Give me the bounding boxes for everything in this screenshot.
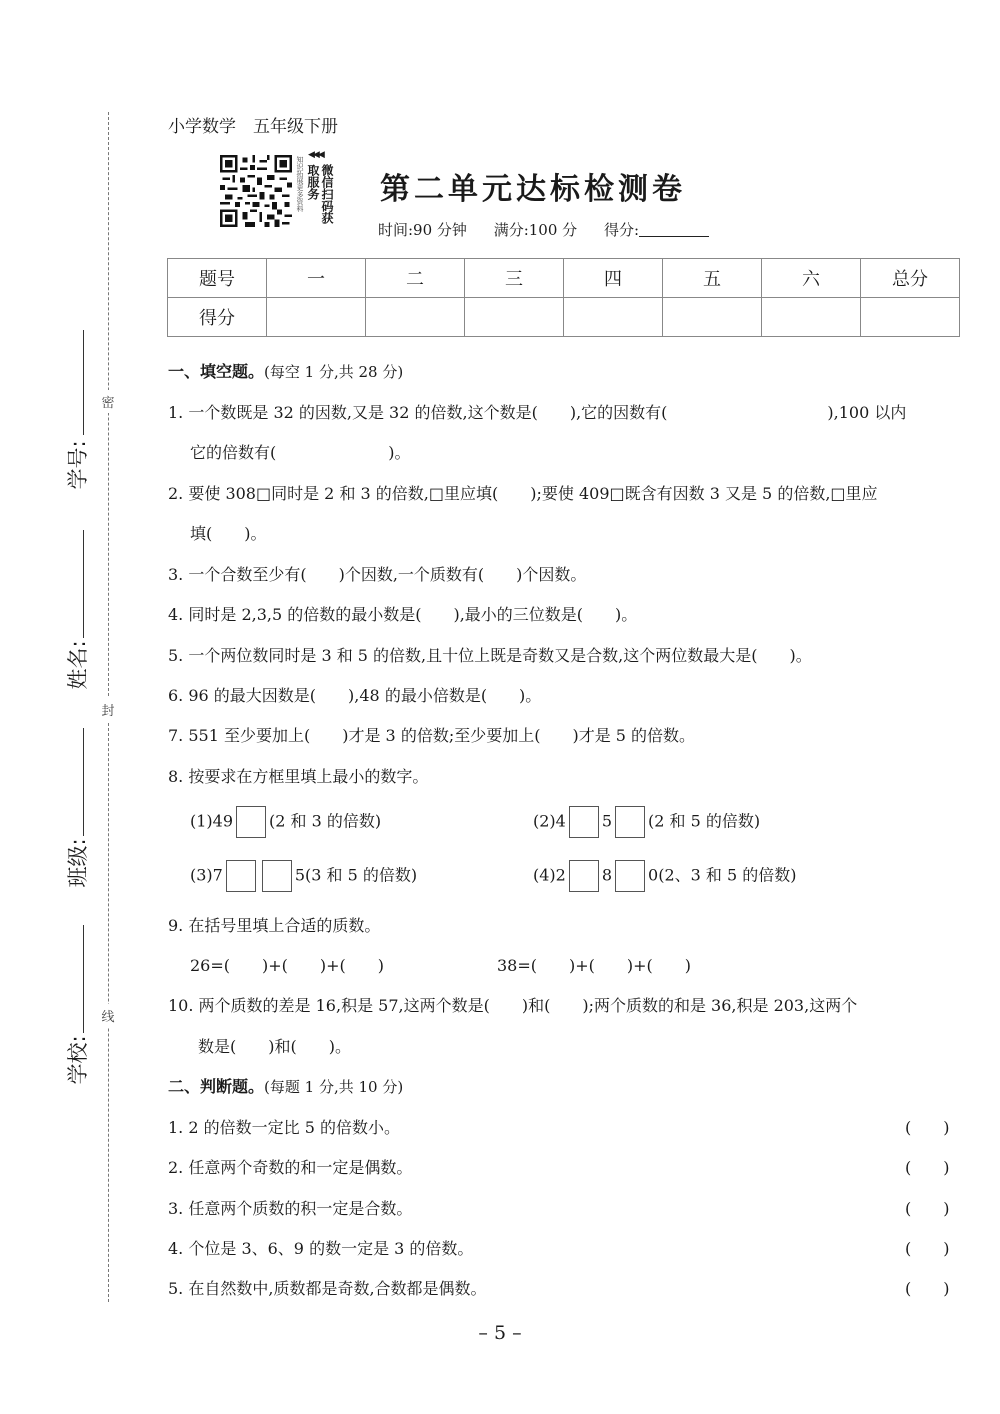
score-input-cell[interactable]	[861, 298, 960, 337]
binding-mark-xian: 线	[101, 1004, 115, 1027]
section2-heading	[168, 1074, 403, 1097]
question-8-1	[190, 806, 381, 838]
section1-heading	[168, 359, 403, 382]
question-5: 5. 一个两位数同时是 3 和 5 的倍数,且十位上既是奇数又是合数,这个两位数最大是( )。	[168, 646, 812, 665]
score-input-cell[interactable]	[564, 298, 663, 337]
question-6: 6. 96 的最大因数是( ),48 的最小倍数是( )。	[168, 686, 542, 705]
full-score: 满分:100 分	[493, 221, 578, 239]
answer-box[interactable]	[226, 860, 256, 892]
answer-box[interactable]	[262, 860, 292, 892]
qr-small-text: 知识拓展更多资料	[296, 156, 304, 212]
binding-mark-feng: 封	[101, 698, 115, 721]
question-8: 8. 按要求在方框里填上最小的数字。	[168, 767, 429, 786]
q8-2-prefix: (2)4	[533, 811, 566, 831]
question-8-3	[190, 860, 417, 892]
table-cell: 二	[366, 259, 465, 298]
qr-arrow-icon: ◀◀◀	[308, 150, 323, 160]
section2-note: (每题 1 分,共 10 分)	[264, 1078, 404, 1096]
judge-bracket-3[interactable]: ( )	[905, 1199, 950, 1218]
judge-item-3: 3. 任意两个质数的积一定是合数。	[168, 1199, 413, 1218]
page-number: – 5 –	[478, 1322, 522, 1344]
answer-box[interactable]	[569, 860, 599, 892]
judge-bracket-2[interactable]: ( )	[905, 1158, 950, 1177]
q8-2-suffix: (2 和 5 的倍数)	[648, 811, 761, 831]
student-id-label: 学号:	[66, 440, 90, 490]
question-9: 9. 在括号里填上合适的质数。	[168, 916, 381, 935]
score-input-cell[interactable]	[762, 298, 861, 337]
score-input-cell[interactable]	[465, 298, 564, 337]
section1-note: (每空 1 分,共 28 分)	[264, 363, 404, 381]
answer-box[interactable]	[236, 806, 266, 838]
q8-4-mid: 8	[601, 865, 613, 885]
q8-1-prefix: (1)49	[190, 811, 234, 831]
table-cell: 三	[465, 259, 564, 298]
judge-item-5: 5. 在自然数中,质数都是奇数,合数都是偶数。	[168, 1279, 487, 1298]
table-cell: 总分	[861, 259, 960, 298]
student-id-line[interactable]	[83, 330, 84, 435]
question-4: 4. 同时是 2,3,5 的倍数的最小数是( ),最小的三位数是( )。	[168, 605, 638, 624]
qr-code-icon[interactable]	[220, 155, 292, 227]
question-1-line2: 它的倍数有( )。	[190, 443, 411, 462]
score-table	[167, 258, 960, 337]
q8-4-suffix: 0(2、3 和 5 的倍数)	[648, 865, 797, 885]
table-cell: 得分	[168, 298, 267, 337]
score-input-cell[interactable]	[366, 298, 465, 337]
judge-bracket-1[interactable]: ( )	[905, 1118, 950, 1137]
table-cell: 四	[564, 259, 663, 298]
answer-box[interactable]	[615, 806, 645, 838]
name-label: 姓名:	[66, 640, 90, 690]
page-title: 第二单元达标检测卷	[380, 172, 686, 207]
score-input-cell[interactable]	[663, 298, 762, 337]
question-2-line1: 2. 要使 308□同时是 2 和 3 的倍数,□里应填( );要使 409□既含有因数 3 又是 5 的倍数,□里应	[168, 484, 878, 503]
section2-title: 二、判断题。	[168, 1077, 265, 1096]
score-label: 得分:	[603, 221, 639, 239]
q8-3-suffix: 5(3 和 5 的倍数)	[294, 865, 418, 885]
school-label: 学校:	[66, 1035, 90, 1085]
class-line[interactable]	[83, 728, 84, 836]
question-8-4	[533, 860, 797, 892]
table-cell: 题号	[168, 259, 267, 298]
subject-label: 小学数学 五年级下册	[168, 117, 338, 137]
score-table-score-row	[168, 298, 960, 337]
question-2-line2: 填( )。	[190, 524, 267, 543]
binding-mark-mi: 密	[101, 390, 115, 413]
question-10-line1: 10. 两个质数的差是 16,积是 57,这两个数是( )和( );两个质数的和是 36,积是 203,这两个	[168, 996, 858, 1015]
time-limit: 时间:90 分钟	[378, 221, 467, 239]
table-cell: 一	[267, 259, 366, 298]
score-table-header-row	[168, 259, 960, 298]
school-line[interactable]	[83, 925, 84, 1033]
question-1-line1: 1. 一个数既是 32 的因数,又是 32 的倍数,这个数是( ),它的因数有( ),100 以内	[168, 403, 907, 422]
question-7: 7. 551 至少要加上( )才是 3 的倍数;至少要加上( )才是 5 的倍数。	[168, 726, 696, 745]
question-10-line2: 数是( )和( )。	[198, 1037, 351, 1056]
judge-item-1: 1. 2 的倍数一定比 5 的倍数小。	[168, 1118, 400, 1137]
name-line[interactable]	[83, 530, 84, 638]
question-9-b: 38=( )+( )+( )	[497, 956, 692, 975]
table-cell: 六	[762, 259, 861, 298]
question-8-2	[533, 806, 760, 838]
judge-item-4: 4. 个位是 3、6、9 的数一定是 3 的倍数。	[168, 1239, 474, 1258]
q8-4-prefix: (4)2	[533, 865, 566, 885]
score-blank[interactable]	[639, 222, 709, 237]
table-cell: 五	[663, 259, 762, 298]
qr-caption	[294, 150, 342, 228]
judge-item-2: 2. 任意两个奇数的和一定是偶数。	[168, 1158, 413, 1177]
exam-meta	[378, 219, 731, 240]
q8-1-suffix: (2 和 3 的倍数)	[269, 811, 382, 831]
qr-big-text: 微信扫码获取服务	[306, 164, 334, 224]
question-9-a: 26=( )+( )+( )	[190, 956, 385, 975]
q8-3-prefix: (3)7	[190, 865, 223, 885]
question-3: 3. 一个合数至少有( )个因数,一个质数有( )个因数。	[168, 565, 587, 584]
judge-bracket-4[interactable]: ( )	[905, 1239, 950, 1258]
score-input-cell[interactable]	[267, 298, 366, 337]
section1-title: 一、填空题。	[168, 362, 265, 381]
q8-2-mid: 5	[601, 811, 613, 831]
answer-box[interactable]	[569, 806, 599, 838]
class-label: 班级:	[66, 838, 90, 888]
judge-bracket-5[interactable]: ( )	[905, 1279, 950, 1298]
answer-box[interactable]	[615, 860, 645, 892]
